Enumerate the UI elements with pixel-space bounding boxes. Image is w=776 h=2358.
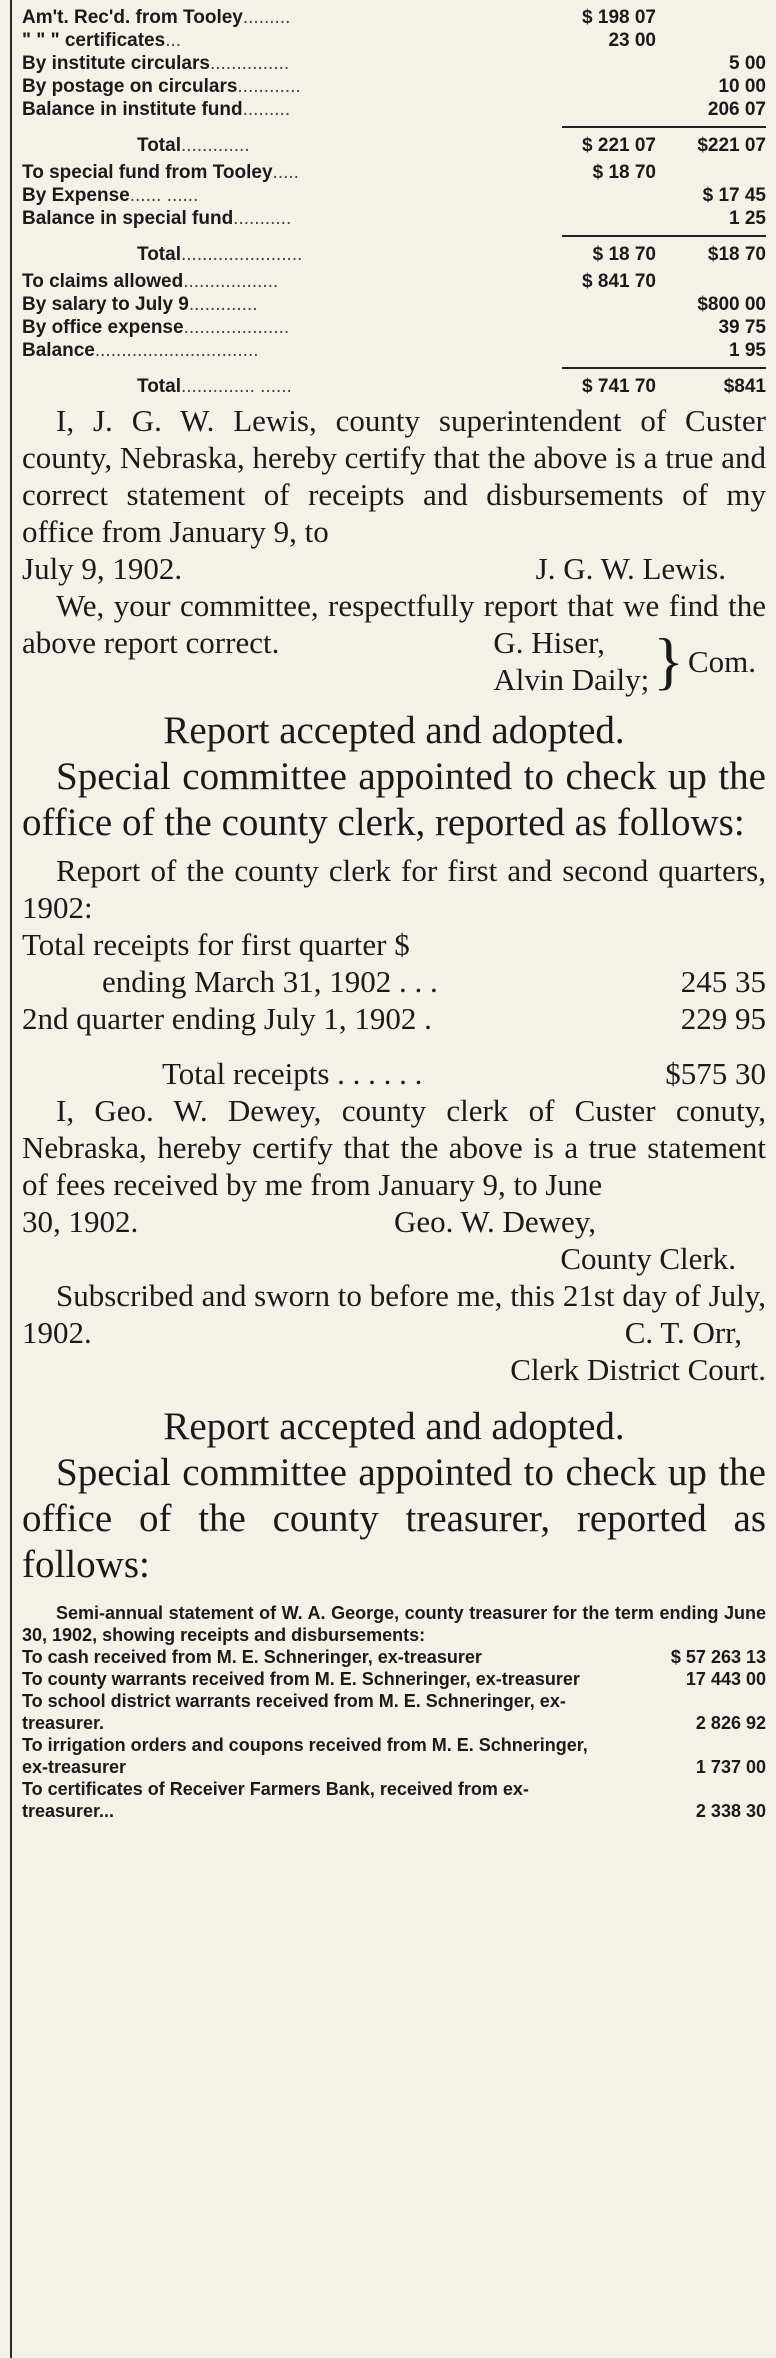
brace-glyph: } [653, 625, 684, 696]
total-row-3: Total.............. ...... $ 741 70 $841 [137, 376, 766, 397]
treasurer-item: To school district warrants received from M. E. Schneringer, ex-treasurer. 2 826 92 [22, 1691, 766, 1733]
treasurer-item: To irrigation orders and coupons received from M. E. Schneringer, ex-treasurer 1 737 00 [22, 1735, 766, 1777]
ledger-row: Am't. Rec'd. from Tooley......... $ 198 07 [22, 7, 656, 28]
total-row-2: Total....................... $ 18 70 $18 70 [137, 244, 766, 265]
special-committee-clerk: Special committee appointed to check up the office of the county clerk, reported as follows: [22, 755, 766, 844]
ledger-row: By salary to July 9............. $800 00 [22, 294, 766, 315]
ledger-row: Balance............................... 1 95 [22, 340, 766, 361]
superintendent-certify: I, J. G. W. Lewis, county superintendent of Custer county, Nebraska, hereby certify that the above is a true and correct statement of receipts and disbursements of my office from January 9, to [22, 403, 766, 549]
ledger-row: To special fund from Tooley..... $ 18 70 [22, 162, 656, 183]
ledger-row: Balance in institute fund......... 206 07 [22, 99, 766, 120]
treasurer-item: To county warrants received from M. E. Schneringer, ex-treasurer 17 443 00 [22, 1669, 766, 1689]
column-rule [10, 0, 12, 2358]
superintendent-statement [22, 402, 766, 698]
total-row-1: Total............. $ 221 07 $221 07 [137, 135, 766, 156]
clerk-report: Report of the county clerk for first and second quarters, 1902: Total receipts for first quarter $ ending March 31, 1902 . . . 245 35 2nd quarter ending July 1, 1902 . 229 95 Total receipts . . . . . . $575 30 I, Geo. W. Dewey, county clerk of Custer conuty, Nebraska, hereby certify that the above is a true statement of fees received by me from January 9, to June 30, 1902. Geo. W. Dewey, County Clerk. Subscribed and sworn to before me, this 21st day of July, 1902. C. T. Orr, Clerk District Court. [22, 853, 766, 1387]
special-committee-treasurer: Special committee appointed to check up the office of the county treasurer, reported as follows: [22, 1451, 766, 1586]
report-accepted-heading-1: Report accepted and adopted. [163, 709, 625, 752]
institute-fund-ledger [22, 0, 766, 402]
sum-rule [22, 121, 766, 131]
committee-signatures: G. Hiser, Alvin Daily; } Com. [493, 625, 756, 697]
ledger-row: By Expense...... ...... $ 17 45 [22, 185, 766, 206]
superintendent-signature-line: July 9, 1902. J. G. W. Lewis. [22, 551, 726, 586]
committee-report: We, your committee, respectfully report that we find the above report correct. [22, 588, 766, 660]
ledger-row: By office expense.................... 39 75 [22, 317, 766, 338]
report-accepted-heading-2: Report accepted and adopted. [163, 1405, 625, 1448]
ledger-row: To claims allowed.................. $ 841 70 [22, 271, 656, 292]
sum-rule [22, 230, 766, 240]
ledger-row: By institute circulars............... 5 00 [22, 53, 766, 74]
treasurer-item: To cash received from M. E. Schneringer, ex-treasurer $ 57 263 13 [22, 1647, 766, 1667]
sum-rule [22, 362, 766, 372]
treasurer-statement: Semi-annual statement of W. A. George, county treasurer for the term ending June 30, 1902, showing receipts and disbursements: To cash received from M. E. Schneringer, ex-treasurer $ 57 263 13 To county warrants received from M. E. Schneringer, ex-treasurer 17 443 00 To school district warrants received from M. E. Schneringer, ex-treasurer. 2 826 92 To irrigation orders and coupons received from M. E. Schneringer, ex-treasurer 1 737 00 To certificates of Receiver Farmers Bank, received from ex-treasurer... 2 338 30 [22, 1603, 766, 1821]
ledger-row: By postage on circulars............ 10 00 [22, 76, 766, 97]
treasurer-item: To certificates of Receiver Farmers Bank, received from ex-treasurer... 2 338 30 [22, 1779, 766, 1821]
ledger-row: " " " certificates... 23 00 [22, 30, 656, 51]
ledger-row: Balance in special fund........... 1 25 [22, 208, 766, 229]
